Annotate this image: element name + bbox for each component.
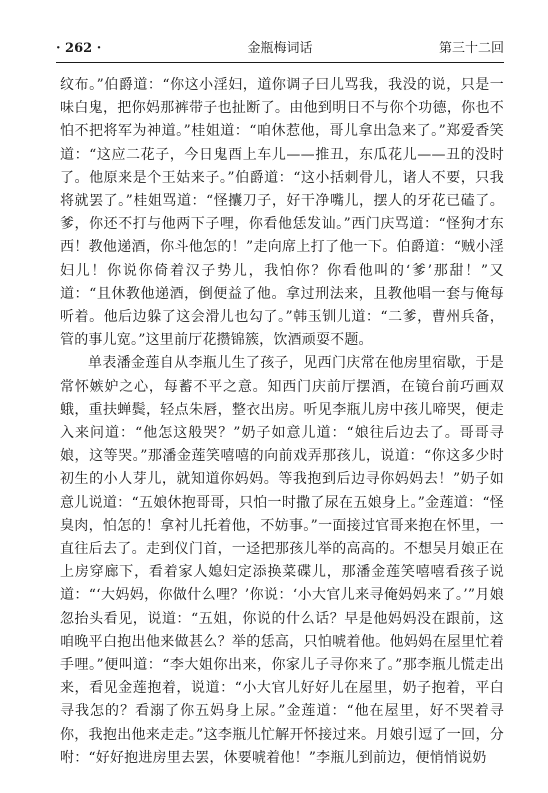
- book-title: 金瓶梅词话: [247, 41, 313, 56]
- page-number: · 262 ·: [56, 41, 102, 56]
- chapter-title: 第三十二回: [438, 41, 504, 56]
- paragraph: 单表潘金莲自从李瓶儿生了孩子，见西门庆常在他房里宿歇，于是常怀嫉妒之心，每蓄不平之意。知西门庆前厅摆酒，在镜台前巧画双蛾，重扶蝉鬓，轻点朱唇，整衣出房。听见李瓶儿房中孩儿啼哭，便走入来问道：“他怎这般哭？”奶子如意儿道：“娘往后边去了。哥哥寻娘，这等哭。”那潘金莲笑嘻嘻的向前戏弄那孩儿，说道：“你这多少时初生的小人芽儿，就知道你妈妈。等我抱到后边寻你妈妈去！”奶子如意儿说道：“五娘休抱哥哥，只怕一时撒了尿在五娘身上。”金莲道：“怪臭肉，怕怎的！拿衬儿托着他，不妨事。”一面接过官哥来抱在怀里，一直往后去了。走到仪门首，一迳把那孩儿举的高高的。不想吴月娘正在上房穿廊下，看着家人媳妇定添换菜碟儿，那潘金莲笑嘻嘻看孩子说道：“‘大妈妈，你做什么哩？’你说：‘小大官儿来寻俺妈妈来了。’”月娘忽抬头看见，说道：“五姐，你说的什么话？早是他妈妈没在跟前，这咱晚平白抱出他来做甚么？举的恁高，只怕唬着他。他妈妈在屋里忙着手哩。”便叫道：“李大姐你出来，你家儿子寻你来了。”那李瓶儿慌走出来，看见金莲抱着，说道：“小大官儿好好儿在屋里，奶子抱着，平白寻我怎的？看溺了你五妈身上尿。”金莲道：“他在屋里，好不哭着寻你，我抱出他来走走。”这李瓶儿忙解开怀接过来。月娘引逗了一回，分咐：“好好抱进房里去罢，休要唬着他！”李瓶儿到前边，便悄悄说奶: [60, 355, 504, 766]
- paragraph: 纹布。”伯爵道：“你这小淫妇，道你调子曰儿骂我，我没的说，只是一味白鬼，把你妈那裤带子也扯断了。由他到明日不与你个功德，你也不怕不把将军为神道。”桂姐道：“咱休惹他，哥儿拿出急来了。”郑爱香笑道：“这应二花子，今日鬼酉上车儿——推丑，东瓜花儿——丑的没时了。他原来是个王姑来子。”伯爵道：“这小括刺骨儿，诸人不要，只我将就罢了。”桂姐骂道：“怪攮刀子，好干净嘴儿，摆人的牙花已磕了。爹，你还不打与他两下子哩，你看他恁发讪。”西门庆骂道：“怪狗才东西！教他递酒，你斗他怎的！”走向席上打了他一下。伯爵道：“贼小淫妇儿！你说你倚着汉子势儿，我怕你？你看他叫的‘爹’那甜！”又道：“且休教他递酒，倒便益了他。拿过刑法来，且教他唱一套与俺每听着。他后边躲了这会滑儿也勾了。”韩玉钏儿道：“二爹，曹州兵备，管的事儿宽。”这里前厅花攒锦簇，饮酒顽耍不题。: [60, 77, 504, 349]
- running-header: [56, 40, 504, 58]
- header-rule: [56, 62, 504, 63]
- body-text: [60, 74, 504, 770]
